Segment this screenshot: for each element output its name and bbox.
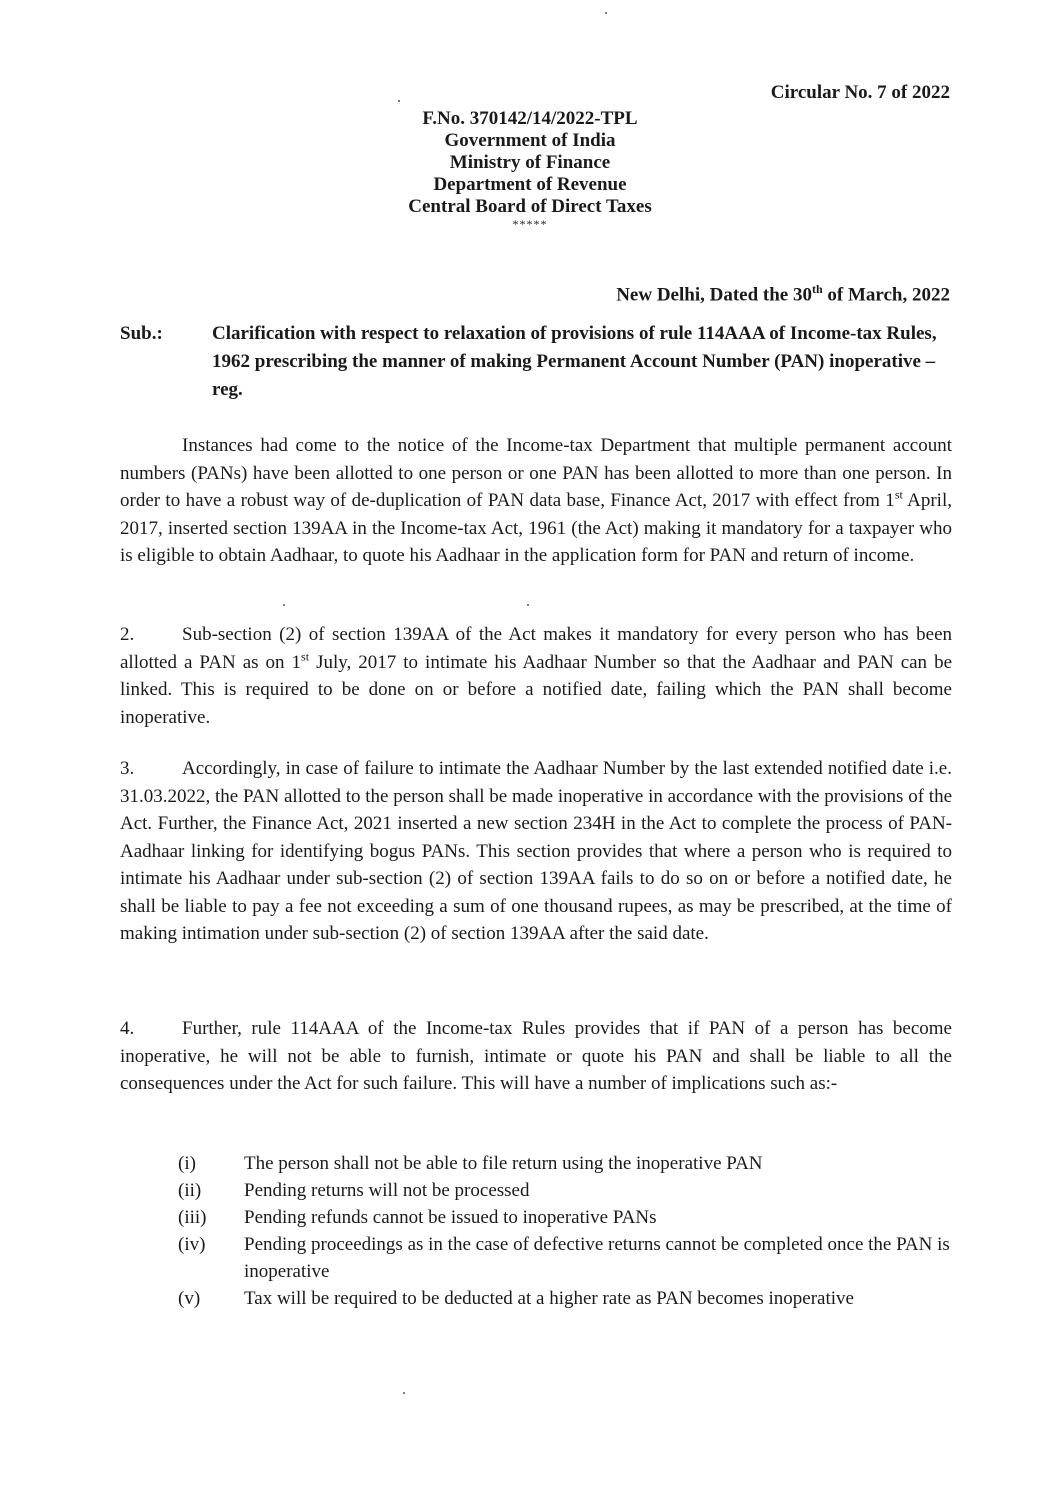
list-item-numeral: (v) bbox=[178, 1288, 201, 1309]
government-name: Government of India bbox=[444, 130, 616, 151]
list-item-numeral: (iv) bbox=[178, 1234, 206, 1255]
file-number: F.No. 370142/14/2022-TPL bbox=[422, 108, 638, 129]
list-item bbox=[178, 1204, 953, 1231]
paragraph-3 bbox=[120, 755, 952, 948]
list-item-text: The person shall not be able to file return using the inoperative PAN bbox=[244, 1153, 763, 1174]
scan-speck bbox=[398, 100, 400, 102]
list-item-text: Pending proceedings as in the case of defective returns cannot be completed once the PAN is inoperative bbox=[244, 1234, 950, 1282]
paragraph-3-number: 3. bbox=[120, 758, 135, 779]
paragraph-2-superscript: st bbox=[301, 649, 310, 664]
list-item-text: Tax will be required to be deducted at a higher rate as PAN becomes inoperative bbox=[244, 1288, 854, 1309]
list-item-text: Pending refunds cannot be issued to inoperative PANs bbox=[244, 1207, 657, 1228]
list-item-numeral: (iii) bbox=[178, 1207, 207, 1228]
implications-list bbox=[178, 1150, 953, 1312]
header-stars: ***** bbox=[512, 217, 548, 231]
paragraph-4 bbox=[120, 1015, 952, 1098]
scan-speck bbox=[283, 604, 285, 606]
subject-text: Clarification with respect to relaxation of provisions of rule 114AAA of Income-tax Rules, 1962 prescribing the manner of making Permanent Account Number (PAN) inoperative – reg. bbox=[212, 323, 937, 400]
list-item bbox=[178, 1231, 953, 1285]
scan-speck bbox=[527, 604, 529, 606]
paragraph-1-text-b: April, 2017, inserted section 139AA in the Income-tax Act, 1961 (the Act) making it mandatory for a taxpayer who is eligible to obtain Aadhaar, to quote his Aadhaar in the application form for PAN and return of income. bbox=[120, 490, 952, 566]
date-prefix: New Delhi, Dated the 30 bbox=[616, 284, 812, 306]
ministry-name: Ministry of Finance bbox=[449, 152, 611, 173]
list-item-numeral: (i) bbox=[178, 1153, 196, 1174]
paragraph-4-text: Further, rule 114AAA of the Income-tax Rules provides that if PAN of a person has become inoperative, he will not be able to furnish, intimate or quote his PAN and shall be liable to all the consequences under the Act for such failure. This will have a number of implications such as:- bbox=[120, 1018, 952, 1094]
letterhead bbox=[0, 108, 1060, 230]
board-name: Central Board of Direct Taxes bbox=[408, 196, 652, 217]
subject-label: Sub.: bbox=[120, 323, 163, 344]
paragraph-3-text: Accordingly, in case of failure to intimate the Aadhaar Number by the last extended notified date i.e. 31.03.2022, the PAN allotted to the person shall be made inoperative in accordance with the provisions of the Act. Further, the Finance Act, 2021 inserted a new section 234H in the Act to complete the process of PAN-Aadhaar linking for identifying bogus PANs. This section provides that where a person who is required to intimate his Aadhaar under sub-section (2) of section 139AA fails to do so on or before a notified date, he shall be liable to pay a fee not exceeding a sum of one thousand rupees, as may be prescribed, at the time of making intimation under sub-section (2) of section 139AA after the said date. bbox=[120, 758, 952, 944]
paragraph-2-text-a: Sub-section (2) of section 139AA of the Act makes it mandatory for every person who has been allotted a PAN as on 1 bbox=[120, 624, 952, 673]
paragraph-2-number: 2. bbox=[120, 624, 135, 645]
paragraph-4-number: 4. bbox=[120, 1018, 135, 1039]
list-item-text: Pending returns will not be processed bbox=[244, 1180, 530, 1201]
list-item bbox=[178, 1285, 953, 1312]
date-superscript: th bbox=[811, 282, 823, 296]
paragraph-1 bbox=[120, 432, 952, 570]
date-suffix: of March, 2022 bbox=[822, 284, 950, 306]
department-name: Department of Revenue bbox=[433, 174, 627, 195]
paragraph-2 bbox=[120, 621, 952, 731]
list-item bbox=[178, 1177, 953, 1204]
date-line bbox=[616, 282, 950, 306]
scan-speck bbox=[605, 12, 607, 14]
paragraph-2-text-b: July, 2017 to intimate his Aadhaar Number so that the Aadhaar and PAN can be linked. This is required to be done on or before a notified date, failing which the PAN shall become inoperative. bbox=[120, 651, 952, 728]
list-item bbox=[178, 1150, 953, 1177]
paragraph-1-superscript: st bbox=[894, 487, 903, 502]
scan-speck bbox=[403, 1392, 405, 1394]
paragraph-1-text-a: Instances had come to the notice of the Income-tax Department that multiple permanent account numbers (PANs) have been allotted to one person or one PAN has been allotted to more than one person. In order to have a robust way of de-duplication of PAN data base, Finance Act, 2017 with effect from 1 bbox=[120, 435, 952, 511]
list-item-numeral: (ii) bbox=[178, 1180, 202, 1201]
circular-number: Circular No. 7 of 2022 bbox=[770, 82, 950, 103]
subject-block bbox=[120, 320, 952, 404]
